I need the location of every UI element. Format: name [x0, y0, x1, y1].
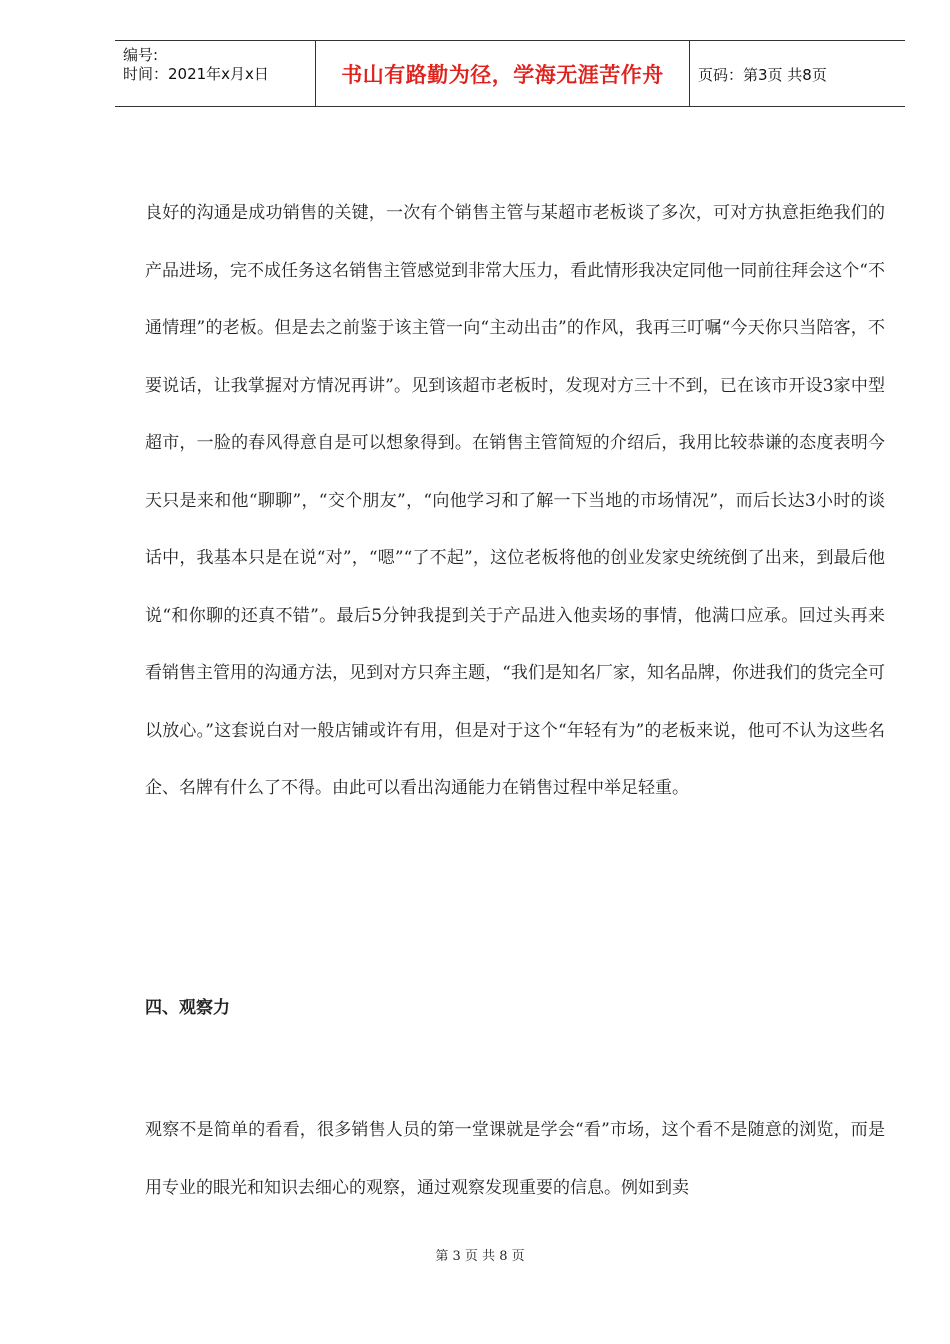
header-meta: [115, 41, 316, 107]
page-footer: 第 3 页 共 8 页: [435, 1249, 525, 1264]
header-motto-cell: [316, 41, 690, 107]
document-number-label: 编号:: [123, 46, 159, 64]
page-header: [115, 40, 905, 107]
body-paragraph: 观察不是简单的看看，很多销售人员的第一堂课就是学会“看”市场，这个看不是随意的浏览，而是用专业的眼光和知识去细心的观察，通过观察发现重要的信息。例如到卖: [145, 1120, 885, 1198]
header-page-info: 页码：第3页 共8页: [698, 65, 827, 84]
body-paragraph: 良好的沟通是成功销售的关键，一次有个销售主管与某超市老板谈了多次，可对方执意拒绝我们的产品进场，完不成任务这名销售主管感觉到非常大压力，看此情形我决定同他一同前往拜会这个“不通情理”的老板。但是去之前鉴于该主管一向“主动出击”的作风，我再三叮嘱“今天你只当陪客，不要说话，让我掌握对方情况再讲”。见到该超市老板时，发现对方三十不到，已在该市开设3家中型超市，一脸的春风得意自是可以想象得到。在销售主管简短的介绍后，我用比较恭谦的态度表明今天只是来和他“聊聊”，“交个朋友”，“向他学习和了解一下当地的市场情况”，而后长达3小时的谈话中，我基本只是在说“对”，“嗯”“了不起”，这位老板将他的创业发家史统统倒了出来，到最后他说“和你聊的还真不错”。最后5分钟我提到关于产品进入他卖场的事情，他满口应承。回过头再来看销售主管用的沟通方法，见到对方只奔主题，“我们是知名厂家，知名品牌，你进我们的货完全可以放心。”这套说白对一般店铺或许有用，但是对于这个“年轻有为”的老板来说，他可不认为这些名企、名牌有什么了不得。由此可以看出沟通能力在销售过程中举足轻重。: [145, 203, 885, 798]
section-heading: 四、观察力: [145, 998, 230, 1018]
document-time-label: 时间：2021年x月x日: [123, 65, 269, 83]
header-motto: 书山有路勤为径，学海无涯苦作舟: [341, 63, 664, 87]
document-body: [145, 185, 885, 1198]
